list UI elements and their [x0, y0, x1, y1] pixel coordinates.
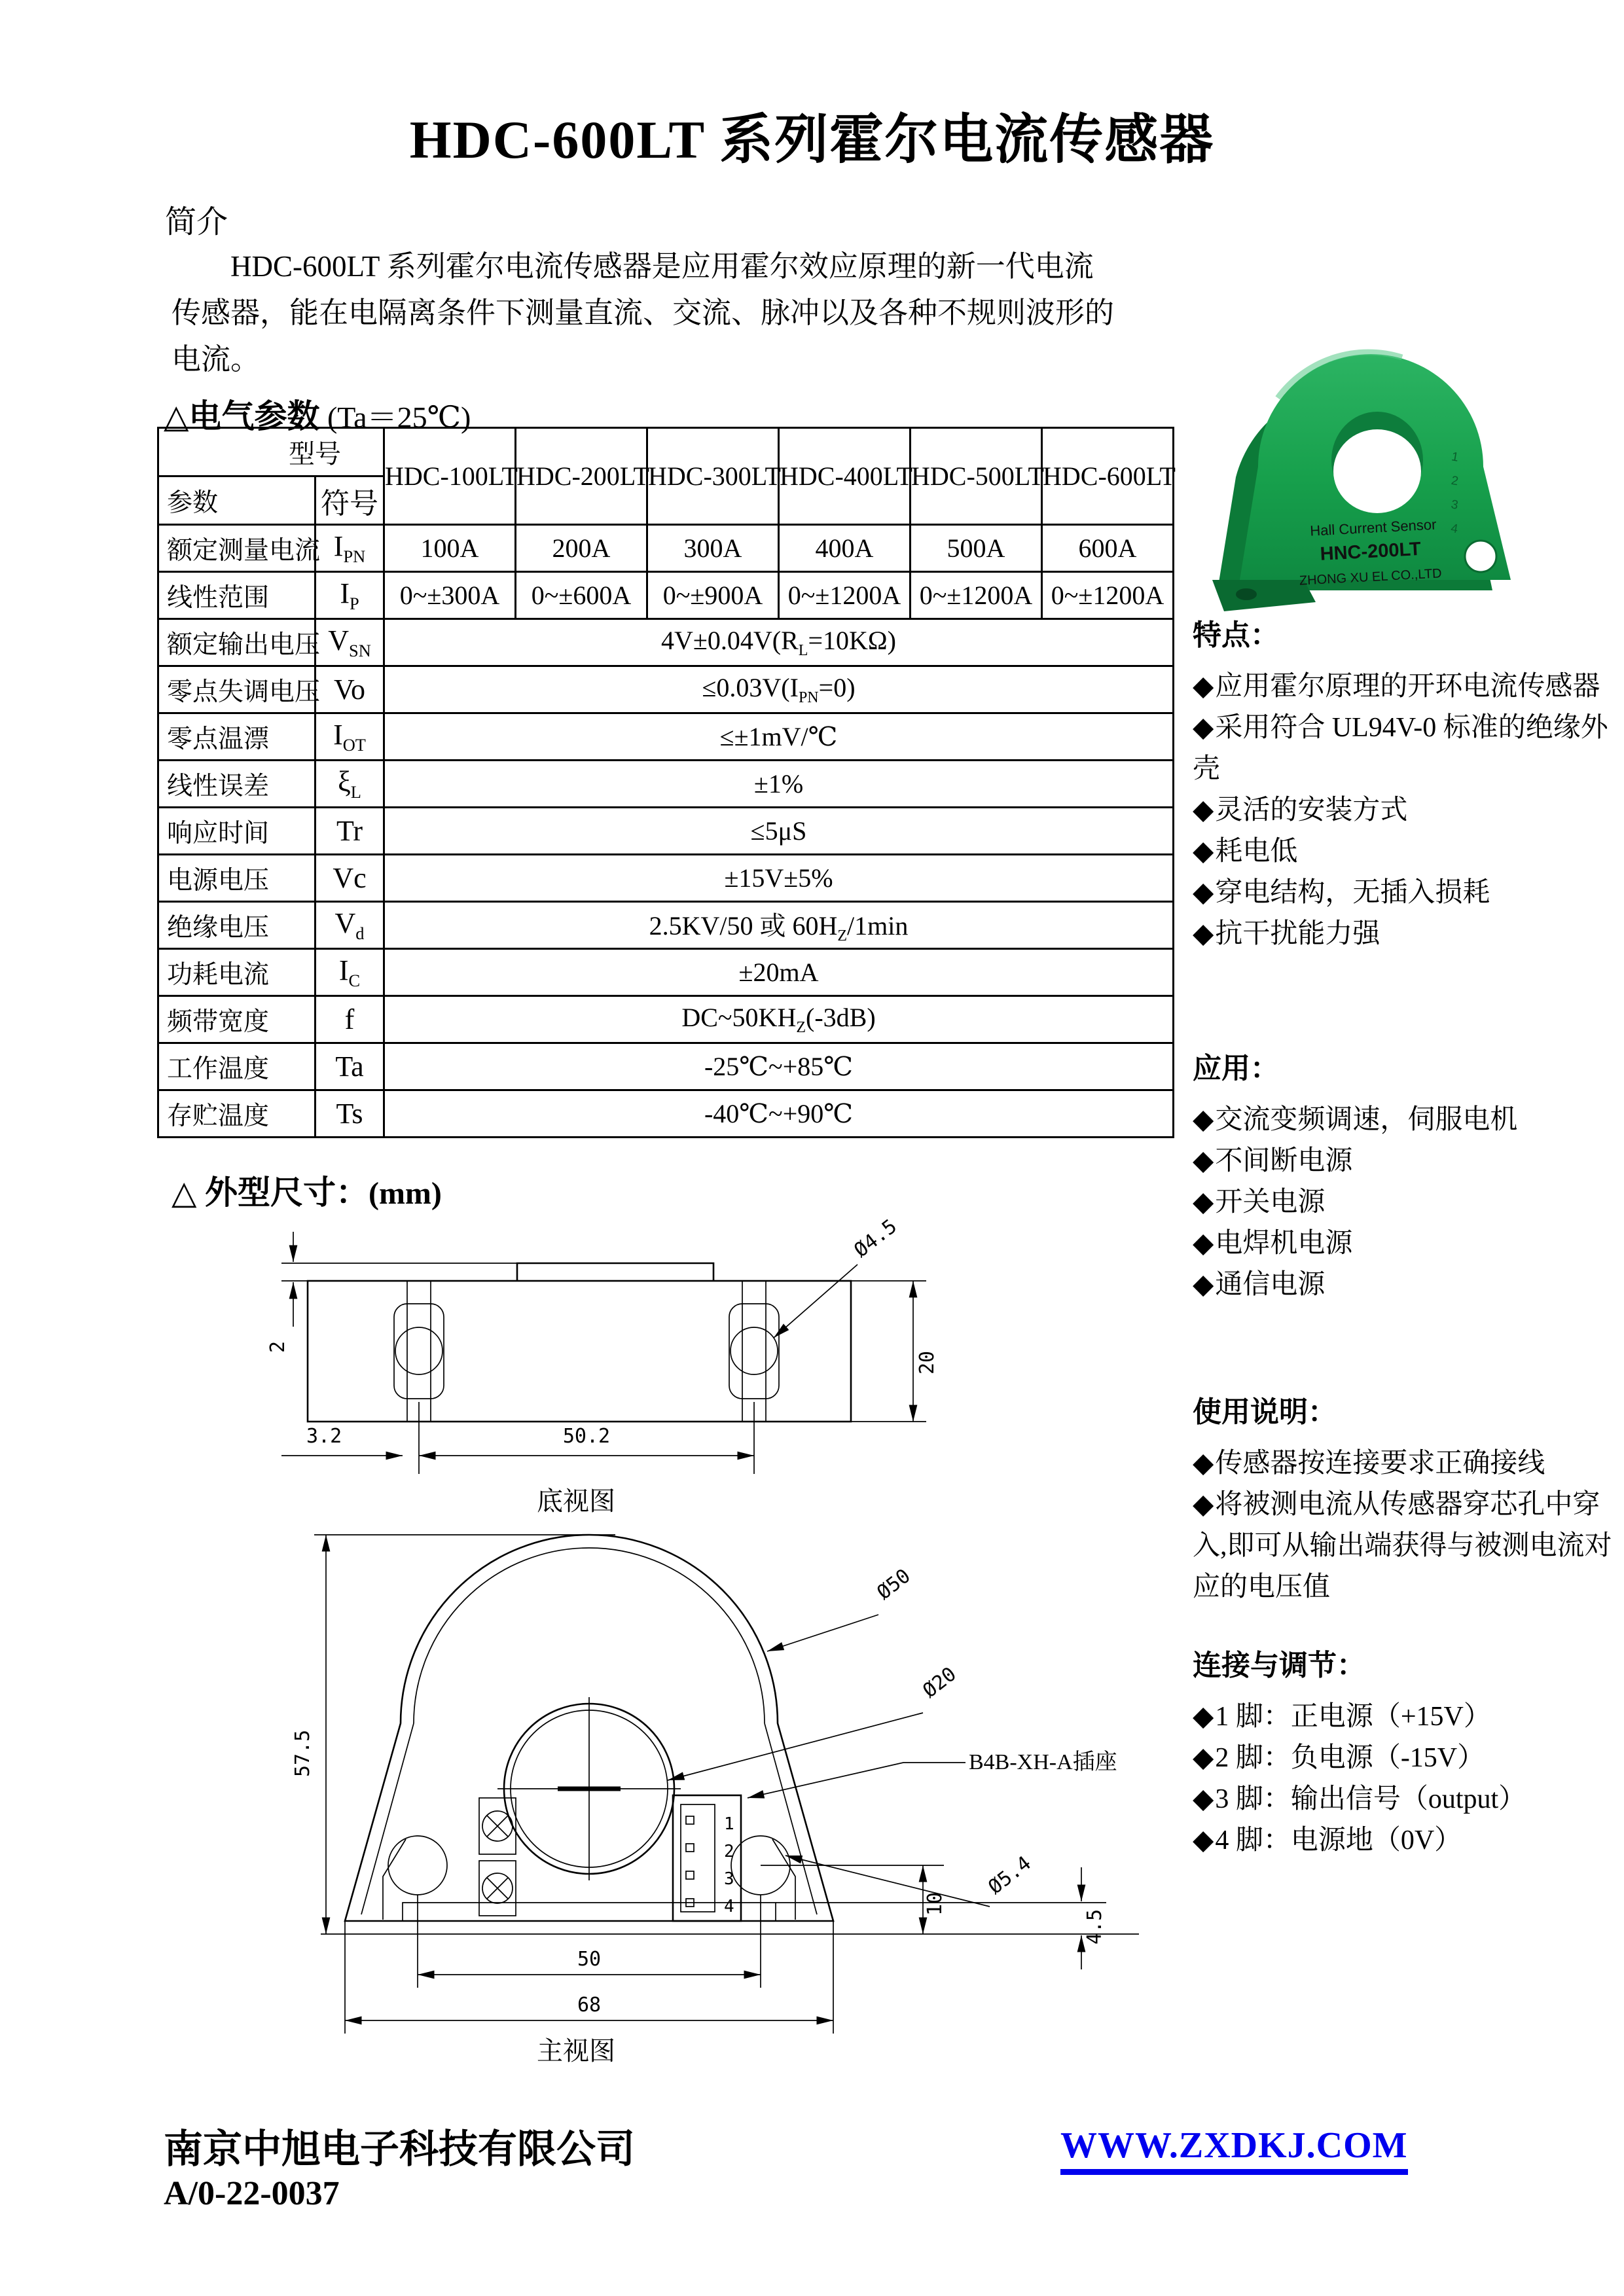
table-row — [158, 761, 1174, 808]
features-list — [1193, 666, 1617, 955]
svg-text:4: 4 — [724, 1897, 734, 1916]
bullet-text: 采用符合 UL94V-0 标准的绝缘外壳 — [1193, 713, 1608, 784]
diamond-bullet-icon: ◆ — [1193, 713, 1214, 743]
applications-section — [1193, 1047, 1617, 1306]
dim-dia-5-4: Ø5.4 — [984, 1852, 1036, 1899]
diamond-bullet-icon: ◆ — [1193, 1743, 1214, 1773]
sensor-body — [1212, 352, 1511, 611]
svg-text:3: 3 — [1450, 497, 1460, 512]
param-value-cell: 0~±1200A — [779, 572, 911, 619]
bullet-item — [1193, 666, 1617, 708]
table-row — [158, 525, 1174, 572]
table-row — [158, 713, 1174, 761]
param-name-cell: 额定测量电流 — [158, 525, 316, 572]
diamond-bullet-icon: ◆ — [1193, 1448, 1214, 1479]
param-name-cell: 零点失调电压 — [158, 666, 316, 713]
intro-heading: 简介 — [165, 205, 228, 240]
param-symbol-cell: $V_d$ — [316, 902, 384, 949]
bullet-item — [1193, 1141, 1617, 1182]
bullet-item — [1193, 831, 1617, 872]
param-symbol-cell: $\xi_L$ — [316, 761, 384, 808]
table-corner-symbol-label: 符号 — [316, 476, 384, 525]
bullet-item — [1193, 1738, 1617, 1779]
param-symbol-cell: $I_{PN}$ — [316, 525, 384, 572]
param-value-span-cell: ±15V±5% — [384, 855, 1174, 902]
electrical-params-condition: (Ta＝25℃) — [319, 401, 471, 434]
bullet-text: 将被测电流从传感器穿芯孔中穿入,即可从输出端获得与被测电流对应的电压值 — [1193, 1490, 1612, 1602]
param-value-span-cell: -25℃~+85℃ — [384, 1043, 1174, 1090]
param-name-cell: 线性范围 — [158, 572, 316, 619]
bullet-item — [1193, 1484, 1617, 1608]
param-value-cell: 300A — [647, 525, 779, 572]
table-row — [158, 619, 1174, 666]
table-row — [158, 1043, 1174, 1090]
table-corner-param-label: 参数 — [158, 476, 316, 525]
bullet-text: 开关电源 — [1215, 1187, 1326, 1217]
dim-68: 68 — [577, 1994, 602, 2017]
product-photo — [1206, 326, 1536, 620]
bottom-view-label: 底视图 — [537, 1486, 615, 1516]
electrical-parameters-table — [157, 427, 1174, 1138]
electrical-params-heading-zh: △电气参数 — [164, 398, 320, 435]
param-name-cell: 额定输出电压 — [158, 619, 316, 666]
dim-4-5: 4.5 — [1083, 1909, 1106, 1945]
param-value-cell: 600A — [1042, 525, 1174, 572]
param-value-span-cell: ≤5μS — [384, 808, 1174, 855]
bullet-item — [1193, 1182, 1617, 1223]
diamond-bullet-icon: ◆ — [1193, 878, 1214, 908]
diamond-bullet-icon: ◆ — [1193, 1146, 1214, 1176]
usage-list — [1193, 1443, 1617, 1608]
intro-paragraph: HDC-600LT 系列霍尔电流传感器是应用霍尔效应原理的新一代电流传感器，能在电隔离条件下测量直流、交流、脉冲以及各种不规则波形的电流。 — [171, 250, 1115, 376]
model-column-header: HDC-400LT — [779, 428, 911, 525]
svg-text:4: 4 — [1449, 521, 1459, 537]
param-value-cell: 0~±1200A — [911, 572, 1042, 619]
param-value-cell: 0~±600A — [516, 572, 647, 619]
bullet-item — [1193, 1820, 1617, 1861]
dim-2: 2 — [266, 1340, 289, 1353]
param-value-span-cell: ≤±1mV/℃ — [384, 713, 1174, 761]
bullet-text: 灵活的安装方式 — [1215, 795, 1408, 825]
bullet-item — [1193, 1100, 1617, 1141]
param-name-cell: 绝缘电压 — [158, 902, 316, 949]
param-symbol-cell: $I_{OT}$ — [316, 713, 384, 761]
connection-section — [1193, 1644, 1617, 1861]
diamond-bullet-icon: ◆ — [1193, 1105, 1214, 1135]
main-view-label: 主视图 — [537, 2036, 615, 2066]
table-header-row-models — [158, 428, 1174, 476]
bullet-text: 电焊机电源 — [1215, 1229, 1353, 1259]
bullet-item — [1193, 1223, 1617, 1265]
bullet-text: 不间断电源 — [1215, 1146, 1353, 1176]
bullet-text: 交流变频调速，伺服电机 — [1215, 1105, 1518, 1135]
table-row — [158, 949, 1174, 996]
connection-list — [1193, 1696, 1617, 1861]
param-value-cell: 200A — [516, 525, 647, 572]
main-view-geometry — [314, 1535, 1139, 2034]
usage-section — [1193, 1391, 1617, 1608]
usage-heading: 使用说明： — [1193, 1396, 1337, 1428]
main-view-drawing — [249, 1502, 1198, 2065]
param-name-cell: 零点温漂 — [158, 713, 316, 761]
param-name-cell: 线性误差 — [158, 761, 316, 808]
bullet-item — [1193, 790, 1617, 831]
dim-50-2: 50.2 — [562, 1425, 611, 1448]
features-heading: 特点： — [1193, 619, 1279, 651]
param-name-cell: 工作温度 — [158, 1043, 316, 1090]
param-value-cell: 0~±1200A — [1042, 572, 1174, 619]
photo-text-line1: Hall Current Sensor — [1309, 516, 1437, 539]
param-symbol-cell: $I_P$ — [316, 572, 384, 619]
param-value-cell: 0~±900A — [647, 572, 779, 619]
diamond-bullet-icon: ◆ — [1193, 1825, 1214, 1856]
applications-heading: 应用： — [1193, 1052, 1279, 1085]
diamond-bullet-icon: ◆ — [1193, 919, 1214, 949]
model-column-header: HDC-300LT — [647, 428, 779, 525]
table-row — [158, 1090, 1174, 1138]
outline-dimensions-heading-zh: △ 外型尺寸： — [171, 1174, 369, 1211]
table-row — [158, 902, 1174, 949]
outline-dimensions-heading — [171, 1166, 442, 1213]
svg-text:2: 2 — [1450, 473, 1460, 489]
param-symbol-cell: Vc — [316, 855, 384, 902]
applications-list — [1193, 1100, 1617, 1306]
model-column-header: HDC-200LT — [516, 428, 647, 525]
table-row — [158, 996, 1174, 1043]
diamond-bullet-icon: ◆ — [1193, 1490, 1214, 1520]
diamond-bullet-icon: ◆ — [1193, 795, 1214, 825]
dim-50: 50 — [577, 1948, 602, 1971]
diamond-bullet-icon: ◆ — [1193, 836, 1214, 867]
table-row — [158, 666, 1174, 713]
diamond-bullet-icon: ◆ — [1193, 1270, 1214, 1300]
bullet-text: 2 脚：负电源（-15V） — [1215, 1743, 1485, 1773]
diamond-bullet-icon: ◆ — [1193, 1784, 1214, 1814]
param-symbol-cell: $I_C$ — [316, 949, 384, 996]
param-value-span-cell: $\le 0.03V(I_{PN}=0)$ — [384, 666, 1174, 713]
param-value-span-cell: ±1% — [384, 761, 1174, 808]
bullet-text: 耗电低 — [1215, 836, 1298, 867]
bullet-text: 应用霍尔原理的开环电流传感器 — [1215, 672, 1600, 702]
param-value-cell: 0~±300A — [384, 572, 516, 619]
connector-label: B4B-XH-A插座 — [969, 1750, 1117, 1774]
model-column-header: HDC-100LT — [384, 428, 516, 525]
photo-text-line3: ZHONG XU EL CO.,LTD — [1299, 566, 1443, 588]
table-row — [158, 808, 1174, 855]
footer-doc-number: A/0-22-0037 — [164, 2175, 340, 2212]
bottom-view-drawing — [268, 1212, 1001, 1520]
bullet-text: 3 脚：输出信号（output） — [1215, 1784, 1526, 1814]
model-column-header: HDC-600LT — [1042, 428, 1174, 525]
bullet-item — [1193, 872, 1617, 914]
bullet-item — [1193, 914, 1617, 955]
svg-text:3: 3 — [724, 1869, 734, 1889]
svg-text:2: 2 — [724, 1842, 734, 1861]
diamond-bullet-icon: ◆ — [1193, 1229, 1214, 1259]
bullet-text: 通信电源 — [1215, 1270, 1326, 1300]
connector-pin-numbers — [724, 1814, 734, 1916]
param-symbol-cell: Ta — [316, 1043, 384, 1090]
param-name-cell: 功耗电流 — [158, 949, 316, 996]
connection-heading: 连接与调节： — [1193, 1649, 1365, 1681]
param-symbol-cell: $V_{SN}$ — [316, 619, 384, 666]
dim-20: 20 — [916, 1350, 939, 1374]
model-column-header: HDC-500LT — [911, 428, 1042, 525]
dim-10: 10 — [924, 1892, 947, 1916]
param-symbol-cell: Ts — [316, 1090, 384, 1138]
bullet-text: 1 脚：正电源（+15V） — [1215, 1702, 1491, 1732]
bullet-item — [1193, 1779, 1617, 1820]
param-symbol-cell: f — [316, 996, 384, 1043]
param-value-span-cell: $DC\sim 50KH_Z(-3dB)$ — [384, 996, 1174, 1043]
bullet-item — [1193, 1265, 1617, 1306]
bullet-text: 抗干扰能力强 — [1215, 919, 1380, 949]
param-name-cell: 电源电压 — [158, 855, 316, 902]
diamond-bullet-icon: ◆ — [1193, 672, 1214, 702]
svg-text:1: 1 — [724, 1814, 734, 1834]
svg-text:1: 1 — [1450, 450, 1460, 465]
features-section — [1193, 614, 1617, 955]
param-name-cell: 响应时间 — [158, 808, 316, 855]
outline-dimensions-unit: (mm) — [368, 1176, 442, 1211]
bullet-item — [1193, 1443, 1617, 1484]
param-value-cell: 100A — [384, 525, 516, 572]
param-value-span-cell: -40℃~+90℃ — [384, 1090, 1174, 1138]
bullet-item — [1193, 708, 1617, 790]
param-value-span-cell: 2.5KV/50 或 $60H_Z/1\min$ — [384, 902, 1174, 949]
param-symbol-cell: Vo — [316, 666, 384, 713]
table-row — [158, 572, 1174, 619]
dim-3-2: 3.2 — [306, 1425, 342, 1448]
dim-dia-4-5: Ø4.5 — [850, 1215, 901, 1263]
param-name-cell: 存贮温度 — [158, 1090, 316, 1138]
param-value-span-cell: ±20mA — [384, 949, 1174, 996]
diamond-bullet-icon: ◆ — [1193, 1702, 1214, 1732]
param-value-cell: 500A — [911, 525, 1042, 572]
sensor-mount-hole — [1465, 541, 1496, 572]
table-row — [158, 855, 1174, 902]
param-name-cell: 频带宽度 — [158, 996, 316, 1043]
sensor-foot-hole — [1236, 588, 1257, 600]
dim-dia-50: Ø50 — [873, 1564, 915, 1605]
bullet-text: 穿电结构，无插入损耗 — [1215, 878, 1490, 908]
bullet-text: 传感器按连接要求正确接线 — [1215, 1448, 1545, 1479]
photo-text-line2: HNC-200LT — [1319, 538, 1422, 565]
footer-website-link[interactable]: WWW.ZXDKJ.COM — [1060, 2125, 1408, 2175]
dim-dia-20: Ø20 — [918, 1662, 961, 1703]
page-title: HDC-600LT 系列霍尔电流传感器 — [409, 110, 1215, 170]
bullet-text: 4 脚：电源地（0V） — [1215, 1825, 1462, 1856]
param-symbol-cell: Tr — [316, 808, 384, 855]
param-value-cell: 400A — [779, 525, 911, 572]
param-value-span-cell: $4V\pm 0.04V(R_L=10K\Omega)$ — [384, 619, 1174, 666]
sensor-through-hole — [1333, 429, 1421, 513]
table-corner-model-label: 型号 — [158, 428, 384, 476]
diamond-bullet-icon: ◆ — [1193, 1187, 1214, 1217]
footer-company-name: 南京中旭电子科技有限公司 — [164, 2128, 635, 2171]
bullet-item — [1193, 1696, 1617, 1738]
dim-57-5: 57.5 — [291, 1729, 314, 1777]
